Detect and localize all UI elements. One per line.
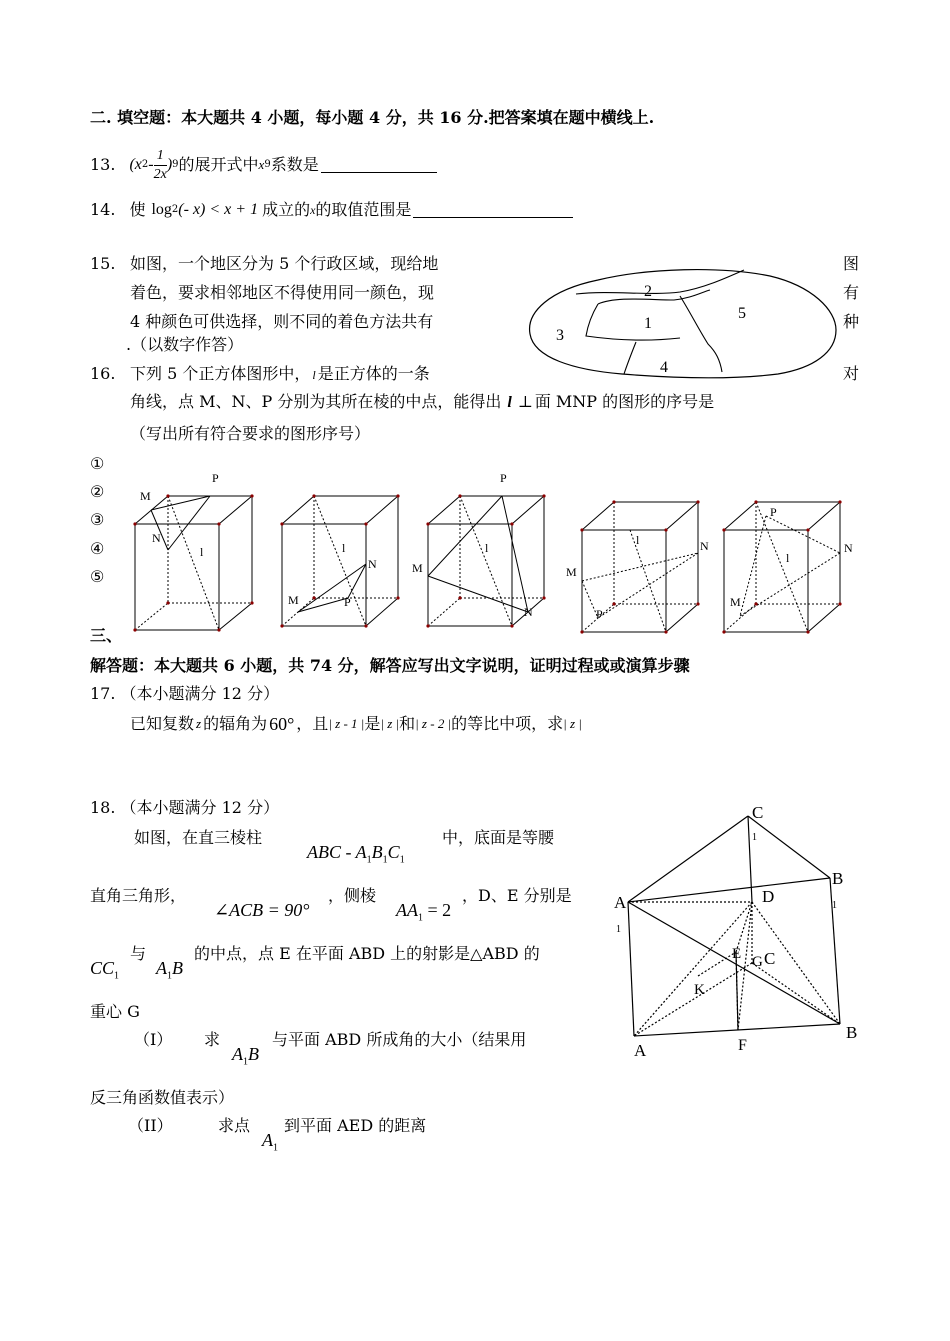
q18-p2-pre: 直角三角形， — [90, 886, 187, 905]
q18-p1-tail: 中，底面是等腰 — [442, 828, 555, 847]
cube-1 — [135, 496, 252, 630]
q16-line2-text: 角线，点 M、N、P 分别为其所在棱的中点，能得出 — [130, 392, 502, 411]
section2-header: 二. 填空题：本大题共 4 小题，每小题 4 分，共 16 分.把答案填在题中横线上. — [90, 108, 655, 127]
prism-label-A1-sub: 1 — [616, 924, 621, 935]
q15-line1-end: 图 — [843, 254, 860, 273]
cube5-label-l: l — [786, 551, 790, 565]
q16-option: ④ — [90, 539, 105, 558]
q18-part-ii-label: （II） — [128, 1116, 173, 1135]
map-border-1-2 — [598, 290, 710, 304]
q17-abs-z: | z | — [380, 716, 400, 731]
q18-b: B — [172, 958, 183, 978]
prism-label-G: G — [752, 954, 763, 970]
cube4-label-l: l — [636, 533, 640, 547]
q18-sub: 1 — [114, 970, 120, 982]
q15-line4: .（以数字作答） — [126, 335, 244, 354]
q18-prism-c: C — [387, 842, 400, 862]
q18-aa-value: = 2 — [423, 900, 452, 920]
map-border-1-3 — [586, 304, 680, 340]
q17-z: z — [196, 716, 202, 731]
q14-log: log — [151, 201, 172, 218]
q13-x: x — [258, 157, 265, 172]
cube2-label-N: N — [368, 557, 377, 571]
cubes-figure — [130, 466, 870, 638]
q18-part-ii-a1 — [262, 1130, 278, 1159]
q17-body — [130, 710, 582, 738]
q18-aa: AA — [396, 900, 418, 920]
map-border-1-5 — [680, 296, 722, 372]
map-region-label: 3 — [556, 327, 564, 344]
q16-l2-symbol: l — [507, 394, 512, 411]
q18-prism-name — [307, 842, 405, 871]
q13-tail: 系数是 — [270, 155, 319, 174]
prism-label-A1: A — [614, 893, 627, 912]
q13-frac-num: 1 — [154, 147, 167, 166]
q18-p3-tail: 的中点，点 E 在平面 ABD 上的射影是△ABD 的 — [194, 944, 540, 963]
q18-part-i-tail: 与平面 ABD 所成角的大小（结果用 — [272, 1030, 527, 1049]
q17-abs-z-minus-1: | z - 1 | — [328, 716, 365, 731]
q18-prism-a: ABC - A — [307, 842, 367, 862]
q16-line3: （写出所有符合要求的图形序号） — [130, 424, 371, 443]
prism-label-K: K — [694, 982, 705, 998]
q13-number: 13. — [90, 155, 116, 174]
cube3-label-M: M — [412, 561, 423, 575]
q15-line3: 4 种颜色可供选择，则不同的着色方法共有 — [130, 312, 434, 331]
prism-label-B1-sub: 1 — [832, 900, 837, 911]
q16-option: ⑤ — [90, 567, 105, 586]
map-region-label: 4 — [660, 359, 668, 376]
cube5-label-P: P — [770, 505, 777, 519]
cube3-label-P: P — [500, 471, 507, 485]
section3-marker: 三、 — [90, 626, 123, 645]
q18-a: A — [232, 1044, 243, 1064]
section3-header: 解答题：本大题共 6 小题，共 74 分，解答应写出文字说明，证明过程或或演算步骤 — [90, 656, 690, 675]
map-outline — [530, 270, 836, 378]
cube2-label-l: l — [342, 541, 346, 555]
q13-expr-open: (x — [129, 156, 142, 173]
q13-exp-9: 9 — [172, 159, 179, 170]
prism-label-C1: C — [752, 803, 764, 822]
prism-figure — [608, 798, 870, 1068]
q14-expr-rest: (- x) < x + 1 — [178, 201, 259, 218]
q13-exp-2: 2 — [141, 159, 149, 170]
map-region-label: 5 — [738, 305, 746, 322]
q17-abs-z-minus-2: | z - 2 | — [415, 716, 452, 731]
q18-prism-b: B — [371, 842, 383, 862]
question-13 — [90, 142, 437, 188]
q18-part-i-label: （I） — [134, 1030, 173, 1049]
prism-label-C: C — [764, 949, 776, 968]
q18-part-i-pre: 求 — [204, 1030, 221, 1049]
q16-line1-text-b: 是正方体的一条 — [317, 364, 430, 383]
q18-b: B — [248, 1044, 259, 1064]
prism-label-C1-sub: 1 — [752, 832, 757, 843]
q18-a: A — [262, 1130, 273, 1150]
q18-cc: CC — [90, 958, 115, 978]
q18-sub: 1 — [366, 854, 372, 866]
q16-line1 — [130, 364, 430, 385]
map-region-label: 1 — [644, 315, 652, 332]
q16-line1-end: 对 — [843, 364, 860, 383]
q18-sub: 1 — [273, 1142, 278, 1154]
cube-5 — [724, 502, 840, 632]
q18-sub: 1 — [243, 1056, 248, 1068]
cube5-label-M: M — [730, 595, 741, 609]
cube-2 — [282, 496, 398, 626]
q16-number: 16. — [90, 364, 116, 383]
q14-x: x — [310, 203, 316, 217]
q18-sub: 1 — [382, 854, 388, 866]
q16-line2 — [130, 392, 714, 413]
q16-l-symbol: l — [312, 368, 316, 382]
prism-label-D: D — [762, 887, 775, 906]
q18-cc1 — [90, 958, 119, 987]
q16-option: ③ — [90, 510, 105, 529]
q17-text: 是 — [364, 714, 381, 733]
q17-title: 17. （本小题满分 12 分） — [90, 684, 280, 703]
q16-option: ① — [90, 454, 105, 473]
q13-x-exp: 9 — [264, 159, 271, 170]
cube3-label-N: N — [524, 605, 533, 619]
q18-p3-mid: 与 — [130, 944, 147, 963]
q18-part-ii-pre: 求点 — [218, 1116, 251, 1135]
q18-angle: ∠ACB = 90° — [214, 900, 310, 920]
cube4-label-P: P — [596, 607, 603, 621]
cube1-label-M: M — [140, 489, 151, 503]
prism-label-A: A — [634, 1041, 647, 1060]
cube4-label-M: M — [566, 565, 577, 579]
q18-p2-tail: ，D、E 分别是 — [462, 886, 572, 905]
prism-label-E: E — [732, 946, 742, 962]
q13-fraction — [154, 147, 167, 184]
q13-minus: - — [148, 156, 154, 173]
q15-number: 15. — [90, 254, 116, 273]
q17-text: 已知复数 — [130, 714, 195, 733]
q18-p5: 反三角函数值表示） — [90, 1088, 235, 1107]
q14-pre: 使 — [129, 200, 146, 219]
q16-line2-text-b: 面 MNP 的图形的序号是 — [534, 392, 715, 411]
cube1-label-N: N — [152, 531, 161, 545]
prism-label-B: B — [846, 1023, 858, 1042]
q17-text: ，且 — [296, 714, 329, 733]
q16-line1-text: 下列 5 个正方体图形中， — [130, 364, 311, 383]
q14-answer-blank[interactable] — [413, 203, 573, 218]
q18-aa1 — [396, 900, 451, 929]
cube4-label-N: N — [700, 539, 709, 553]
q18-sub: 1 — [167, 970, 172, 982]
prism-label-B1: B — [832, 869, 844, 888]
q13-close: ) — [166, 156, 173, 173]
q14-number: 14. — [90, 200, 116, 219]
q18-part-i-a1b — [232, 1044, 259, 1073]
q18-sub: 1 — [418, 912, 423, 924]
q14-mid: 成立的 — [262, 200, 311, 219]
q13-answer-blank[interactable] — [321, 158, 437, 173]
q15-line2-end: 有 — [843, 283, 860, 302]
cube5-label-N: N — [844, 541, 853, 555]
q18-sub: 1 — [399, 854, 405, 866]
q18-a: A — [156, 958, 167, 978]
q16-option: ② — [90, 482, 105, 501]
q18-p1-pre: 如图，在直三棱柱 — [134, 828, 263, 847]
q14-log-base: 2 — [171, 204, 179, 215]
q14-tail: 的取值范围是 — [315, 200, 412, 219]
cube3-label-l: l — [485, 541, 489, 555]
q17-text: 的等比中项，求 — [451, 714, 564, 733]
q18-p4: 重心 G — [90, 1002, 140, 1021]
map-border-2-3 — [576, 270, 744, 294]
q13-mid: 的展开式中 — [178, 155, 259, 174]
q15-line1: 如图，一个地区分为 5 个行政区域，现给地 — [130, 254, 439, 273]
q15-line2: 着色，要求相邻地区不得使用同一颜色，现 — [130, 283, 435, 302]
q18-p2-mid: ，侧棱 — [328, 886, 377, 905]
q17-angle: 60° — [269, 714, 295, 734]
map-border-3-4 — [624, 342, 636, 374]
cube2-label-M: M — [288, 593, 299, 607]
q17-text: 和 — [399, 714, 416, 733]
question-14 — [90, 195, 573, 225]
q18-a1b — [156, 958, 183, 987]
q18-title: 18. （本小题满分 12 分） — [90, 798, 280, 817]
q15-line3-end: 种 — [843, 312, 860, 331]
q17-abs-z-result: | z | — [563, 716, 582, 731]
q13-frac-den: 2x — [153, 166, 167, 182]
q17-text: 的辐角为 — [203, 714, 268, 733]
cube1-label-l: l — [200, 545, 204, 559]
cube2-label-P: P — [344, 595, 351, 609]
cube1-label-P: P — [212, 471, 219, 485]
region-map-figure — [520, 264, 840, 380]
map-region-label: 2 — [644, 283, 652, 300]
prism-label-F: F — [738, 1037, 747, 1054]
q18-part-ii-tail: 到平面 AED 的距离 — [284, 1116, 427, 1135]
q16-perp-symbol: ⊥ — [517, 392, 533, 411]
